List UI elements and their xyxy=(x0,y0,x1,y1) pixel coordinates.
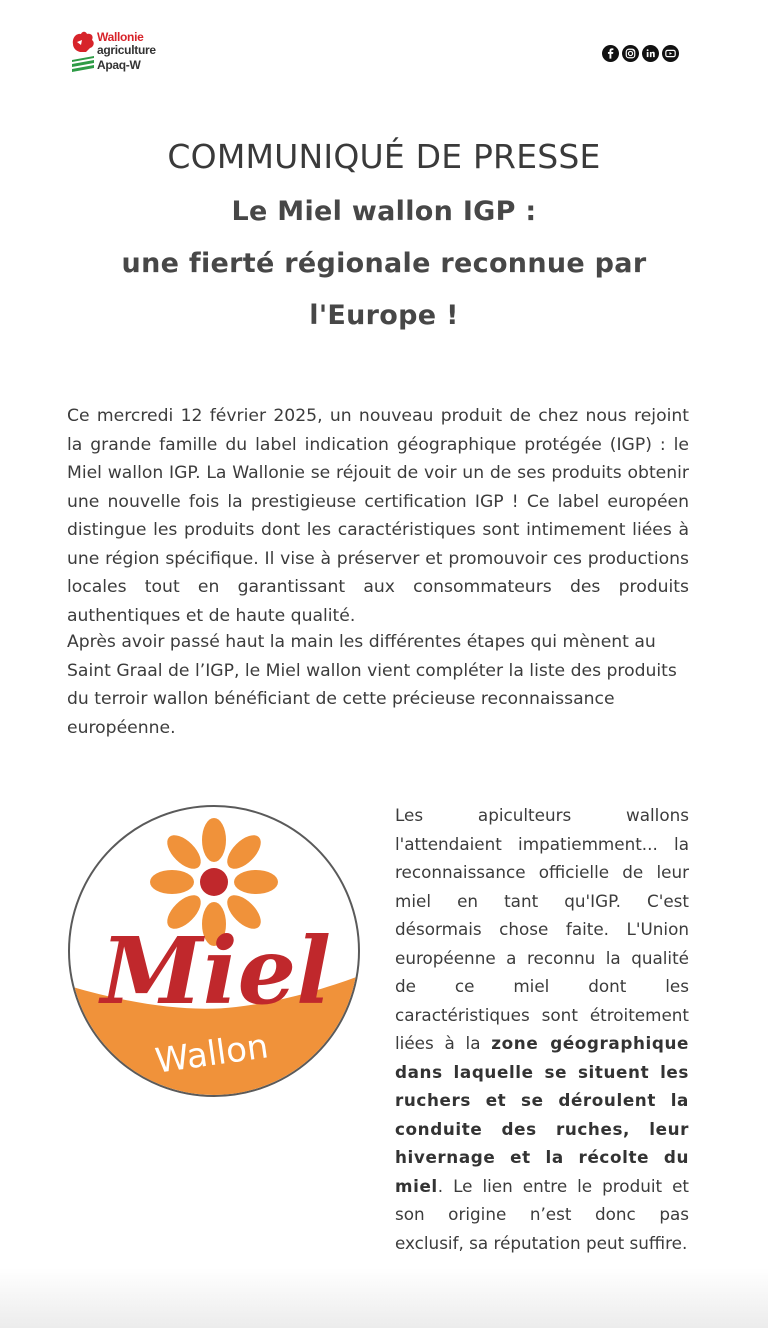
bottom-fade xyxy=(0,1268,768,1328)
social-icons xyxy=(602,45,679,62)
rooster-icon xyxy=(70,30,98,76)
logo-text xyxy=(97,31,156,72)
press-release-heading: COMMUNIQUÉ DE PRESSE xyxy=(167,137,601,176)
logo-line-agriculture: agriculture xyxy=(97,42,156,57)
miel-wallon-logo xyxy=(66,803,362,1099)
logo-line-apaqw: Apaq-W xyxy=(97,58,141,72)
headline-line-2: une fierté régionale reconnue par xyxy=(121,248,647,279)
youtube-icon[interactable] xyxy=(662,45,679,62)
logo-word-wallon: Wallon xyxy=(152,1026,271,1082)
intro-paragraph: Ce mercredi 12 février 2025, un nouveau produit de chez nous rejoint la grande famille du label indication géographique protégée (IGP) : le Miel wallon IGP. La Wallonie se réjouit de voir un de ses produits obtenir une nouvelle fois la prestigieuse certification IGP ! Ce label européen distingue les produits dont les caractéristiques sont intimement liées à une région spécifique. Il vise à préserver et promouvoir ces productions locales tout en garantissant aux consommateurs des produits authentiques et de haute qualité. xyxy=(67,406,689,626)
beekeepers-paragraph xyxy=(395,801,689,1257)
instagram-icon[interactable] xyxy=(622,45,639,62)
logo-line-wallonie: Wallonie xyxy=(97,30,144,44)
headline-line-1: Le Miel wallon IGP : xyxy=(231,196,537,227)
headline-line-3: l'Europe ! xyxy=(309,300,459,331)
beekeepers-text-bold: zone géographique dans laquelle se situent les ruchers et se déroulent la conduite des ruches, leur hivernage et la récolte du miel xyxy=(395,1033,689,1196)
linkedin-icon[interactable] xyxy=(642,45,659,62)
beekeepers-text-end: . Le lien entre le produit et son origine n’est donc pas exclusif, sa réputation peut suffire. xyxy=(395,1175,689,1253)
logo-word-miel: Miel xyxy=(100,917,332,1025)
apaq-w-logo[interactable] xyxy=(70,30,170,76)
facebook-icon[interactable] xyxy=(602,45,619,62)
beekeepers-text-start: Les apiculteurs wallons l'attendaient impatiemment... la reconnaissance officielle de leur miel en tant qu'IGP. C'est désormais chose faite. L'Union européenne a reconnu la qualité de ce miel dont les caractéristiques sont étroitement liées à la xyxy=(395,805,689,1053)
second-paragraph: Après avoir passé haut la main les différentes étapes qui mènent au Saint Graal de l’IGP, le Miel wallon vient compléter la liste des produits du terroir wallon bénéficiant de cette précieuse reconnaissance européenne. xyxy=(67,632,677,738)
